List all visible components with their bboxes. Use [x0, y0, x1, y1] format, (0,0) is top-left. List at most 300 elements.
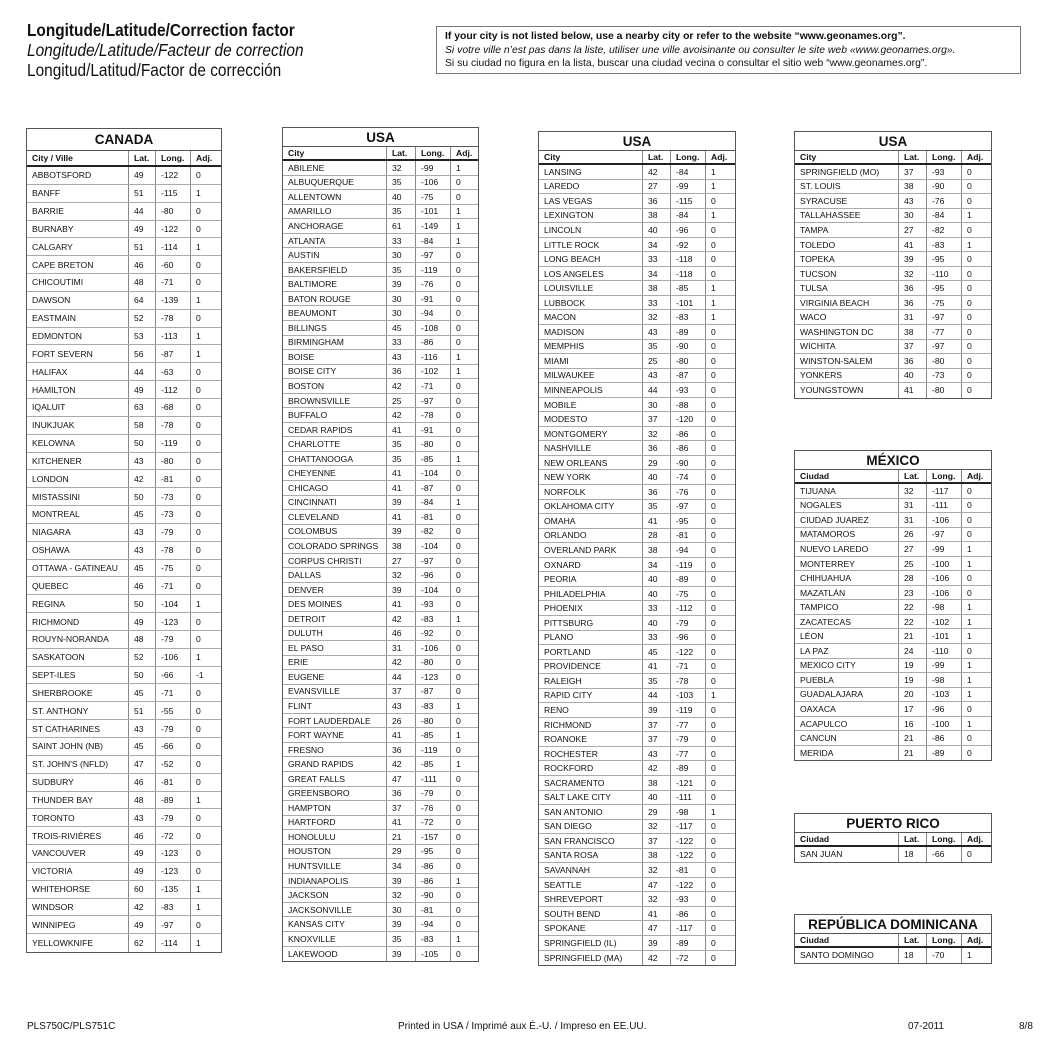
long-cell: -83 — [156, 899, 191, 916]
lat-cell: 46 — [129, 774, 156, 791]
adj-cell: 0 — [711, 384, 716, 395]
table-row — [27, 542, 221, 560]
table-row — [539, 703, 735, 718]
city-cell: MONTERREY — [795, 557, 899, 571]
city-cell: TROIS-RIVIÈRES — [27, 827, 129, 844]
city-cell: SANTA ROSA — [539, 849, 643, 863]
adj-cell: 0 — [711, 457, 716, 468]
lat-cell: 35 — [643, 340, 671, 354]
footer-model: PLS750C/PLS751C — [27, 1021, 116, 1032]
table-row — [283, 714, 478, 729]
table-row — [795, 586, 991, 601]
city-cell: OSHAWA — [27, 542, 129, 559]
table-row — [539, 820, 735, 835]
lat-cell: 40 — [899, 369, 927, 383]
long-cell: -94 — [671, 543, 706, 557]
city-cell: REGINA — [27, 595, 129, 612]
table-row — [795, 513, 991, 528]
table-row — [283, 888, 478, 903]
adj-cell: 0 — [456, 657, 461, 668]
table-row — [283, 234, 478, 249]
city-cell: LANSING — [539, 165, 643, 179]
title-french: Longitude/Latitude/Facteur de correction — [27, 40, 304, 60]
city-cell: MADISON — [539, 325, 643, 339]
lat-cell: 51 — [129, 702, 156, 719]
lat-cell: 43 — [129, 453, 156, 470]
table-row — [27, 613, 221, 631]
lat-cell: 39 — [387, 947, 416, 962]
long-cell: -83 — [927, 238, 962, 252]
city-cell: ZACATECAS — [795, 615, 899, 629]
adj-cell: 0 — [196, 420, 201, 431]
city-cell: SAN DIEGO — [539, 820, 643, 834]
adj-cell: 0 — [711, 763, 716, 774]
adj-cell: 1 — [967, 660, 972, 671]
long-cell: -121 — [671, 776, 706, 790]
adj-cell: 0 — [711, 588, 716, 599]
table-row — [795, 310, 991, 325]
adj-cell: 0 — [967, 224, 972, 235]
lat-cell: 35 — [643, 674, 671, 688]
lat-cell: 43 — [643, 369, 671, 383]
lat-cell: 47 — [387, 772, 416, 786]
adj-cell: 0 — [196, 562, 201, 573]
column-header: Lat. — [899, 470, 927, 482]
lat-cell: 36 — [643, 485, 671, 499]
adj-cell: 0 — [711, 574, 716, 585]
table-row — [283, 830, 478, 845]
city-cell: FORT LAUDERDALE — [283, 714, 387, 728]
lat-cell: 31 — [899, 513, 927, 527]
long-cell: -99 — [416, 161, 451, 175]
lat-cell: 32 — [899, 484, 927, 498]
adj-cell: 0 — [456, 628, 461, 639]
lat-cell: 37 — [643, 718, 671, 732]
lat-cell: 34 — [387, 859, 416, 873]
city-cell: EASTMAIN — [27, 310, 129, 327]
long-cell: -115 — [671, 194, 706, 208]
column-header: Lat. — [899, 934, 927, 946]
table-row — [283, 772, 478, 787]
lat-cell: 35 — [387, 932, 416, 946]
city-cell: SAVANNAH — [539, 863, 643, 877]
long-cell: -117 — [671, 921, 706, 935]
adj-cell: 0 — [711, 923, 716, 934]
table-row — [27, 185, 221, 203]
long-cell: -90 — [927, 180, 962, 194]
long-cell: -71 — [671, 660, 706, 674]
adj-cell: 0 — [196, 545, 201, 556]
table-row — [795, 325, 991, 340]
city-cell: DENVER — [283, 583, 387, 597]
long-cell: -119 — [416, 263, 451, 277]
long-cell: -89 — [671, 761, 706, 775]
lat-cell: 42 — [387, 612, 416, 626]
table-row — [795, 702, 991, 717]
city-cell: CEDAR RAPIDS — [283, 423, 387, 437]
table-row — [539, 834, 735, 849]
city-cell: BURNABY — [27, 221, 129, 238]
table-row — [283, 583, 478, 598]
city-cell: FRESNO — [283, 743, 387, 757]
lat-cell: 32 — [899, 267, 927, 281]
long-cell: -82 — [927, 223, 962, 237]
adj-cell: 0 — [196, 705, 201, 716]
adj-cell: 0 — [196, 366, 201, 377]
city-cell: HOUSTON — [283, 845, 387, 859]
table-row — [283, 627, 478, 642]
table-row — [283, 219, 478, 234]
adj-cell: 0 — [711, 239, 716, 250]
city-cell: PHOENIX — [539, 601, 643, 615]
city-cell: NEW YORK — [539, 470, 643, 484]
city-cell: MODESTO — [539, 412, 643, 426]
long-cell: -103 — [671, 689, 706, 703]
long-cell: -77 — [671, 747, 706, 761]
city-cell: TUCSON — [795, 267, 899, 281]
table-row — [539, 529, 735, 544]
column-header: City — [283, 147, 387, 159]
adj-cell: 1 — [456, 453, 461, 464]
city-cell: OMAHA — [539, 514, 643, 528]
long-cell: -89 — [671, 572, 706, 586]
lat-cell: 37 — [643, 834, 671, 848]
table-row — [539, 936, 735, 951]
city-cell: OXNARD — [539, 558, 643, 572]
lat-cell: 30 — [387, 903, 416, 917]
long-cell: -97 — [927, 528, 962, 542]
long-cell: -79 — [416, 787, 451, 801]
long-cell: -75 — [416, 190, 451, 204]
table-title: USA — [795, 132, 991, 151]
adj-cell: 0 — [711, 632, 716, 643]
lat-cell: 40 — [643, 791, 671, 805]
long-cell: -79 — [156, 631, 191, 648]
city-cell: YELLOWKNIFE — [27, 934, 129, 952]
table-row — [539, 543, 735, 558]
long-cell: -84 — [927, 209, 962, 223]
adj-cell: 0 — [196, 384, 201, 395]
lat-cell: 63 — [129, 399, 156, 416]
lat-cell: 38 — [643, 849, 671, 863]
adj-cell: 1 — [196, 902, 201, 913]
city-cell: TOPEKA — [795, 252, 899, 266]
lat-cell: 38 — [899, 180, 927, 194]
table-row — [539, 470, 735, 485]
table-row — [27, 399, 221, 417]
column-header: Long. — [927, 833, 962, 845]
lat-cell: 41 — [387, 728, 416, 742]
long-cell: -92 — [671, 238, 706, 252]
table-row — [795, 354, 991, 369]
table-row — [539, 951, 735, 966]
long-cell: -95 — [671, 514, 706, 528]
city-cell: GREENSBORO — [283, 787, 387, 801]
lat-cell: 45 — [387, 321, 416, 335]
lat-cell: 19 — [899, 659, 927, 673]
city-cell: RICHMOND — [27, 613, 129, 630]
adj-cell: 0 — [711, 792, 716, 803]
long-cell: -81 — [156, 774, 191, 791]
lat-cell: 45 — [129, 560, 156, 577]
adj-cell: 0 — [196, 616, 201, 627]
adj-cell: 0 — [456, 424, 461, 435]
long-cell: -123 — [156, 863, 191, 880]
lat-cell: 48 — [129, 631, 156, 648]
lat-cell: 37 — [387, 801, 416, 815]
table-row — [795, 717, 991, 732]
long-cell: -104 — [416, 466, 451, 480]
lat-cell: 26 — [387, 714, 416, 728]
lat-cell: 32 — [643, 427, 671, 441]
adj-cell: 1 — [196, 241, 201, 252]
adj-cell: 0 — [711, 705, 716, 715]
city-cell: LOS ANGELES — [539, 267, 643, 281]
city-cell: SPRINGFIELD (MO) — [795, 165, 899, 179]
adj-cell: 1 — [967, 239, 972, 250]
city-cell: KITCHENER — [27, 453, 129, 470]
adj-cell: 1 — [711, 181, 716, 192]
lat-cell: 36 — [387, 787, 416, 801]
city-cell: WASHINGTON DC — [795, 325, 899, 339]
lat-cell: 48 — [129, 792, 156, 809]
city-cell: ROUYN-NORANDA — [27, 631, 129, 648]
table-row — [539, 907, 735, 922]
adj-cell: -1 — [196, 670, 204, 681]
table-row — [539, 485, 735, 500]
lat-cell: 62 — [129, 934, 156, 952]
long-cell: -97 — [927, 310, 962, 324]
lat-cell: 42 — [387, 379, 416, 393]
adj-cell: 1 — [711, 297, 716, 308]
table-mexico — [794, 450, 992, 761]
long-cell: -87 — [671, 369, 706, 383]
long-cell: -95 — [927, 281, 962, 295]
adj-cell: 0 — [196, 455, 201, 466]
table-row — [27, 934, 221, 952]
lat-cell: 36 — [643, 194, 671, 208]
lat-cell: 56 — [129, 345, 156, 362]
city-cell: RICHMOND — [539, 718, 643, 732]
table-row — [27, 292, 221, 310]
long-cell: -79 — [671, 616, 706, 630]
city-cell: LAREDO — [539, 180, 643, 194]
city-cell: WICHITA — [795, 340, 899, 354]
city-cell: CHIHUAHUA — [795, 571, 899, 585]
lat-cell: 35 — [387, 437, 416, 451]
lat-cell: 41 — [643, 660, 671, 674]
long-cell: -119 — [671, 703, 706, 717]
table-row — [795, 383, 991, 398]
lat-cell: 49 — [129, 845, 156, 862]
adj-cell: 0 — [456, 744, 461, 755]
city-cell: GRAND RAPIDS — [283, 757, 387, 771]
table-row — [539, 252, 735, 267]
adj-cell: 0 — [967, 166, 972, 177]
lat-cell: 19 — [899, 673, 927, 687]
lat-cell: 41 — [387, 816, 416, 830]
lat-cell: 37 — [643, 732, 671, 746]
long-cell: -104 — [416, 539, 451, 553]
table-row — [539, 500, 735, 515]
adj-cell: 1 — [196, 794, 201, 805]
city-cell: ANCHORAGE — [283, 219, 387, 233]
city-cell: WINNIPEG — [27, 916, 129, 933]
table-row — [283, 161, 478, 176]
long-cell: -106 — [927, 571, 962, 585]
notice-box — [436, 26, 1021, 74]
lat-cell: 49 — [129, 613, 156, 630]
table-row — [283, 466, 478, 481]
lat-cell: 36 — [899, 281, 927, 295]
city-cell: INDIANAPOLIS — [283, 874, 387, 888]
lat-cell: 34 — [643, 238, 671, 252]
long-cell: -81 — [671, 863, 706, 877]
lat-cell: 46 — [129, 827, 156, 844]
table-row — [27, 881, 221, 899]
long-cell: -85 — [416, 728, 451, 742]
column-header: Adj. — [967, 152, 984, 162]
lat-cell: 18 — [899, 847, 927, 862]
long-cell: -112 — [156, 381, 191, 398]
table-row — [27, 363, 221, 381]
city-cell: CINCINNATI — [283, 496, 387, 510]
city-cell: AMARILLO — [283, 205, 387, 219]
lat-cell: 21 — [899, 731, 927, 745]
long-cell: -83 — [416, 699, 451, 713]
long-cell: -94 — [416, 306, 451, 320]
adj-cell: 0 — [456, 482, 461, 493]
table-row — [795, 194, 991, 209]
city-cell: ABILENE — [283, 161, 387, 175]
adj-cell: 1 — [711, 210, 716, 221]
long-cell: -95 — [416, 845, 451, 859]
table-row — [795, 528, 991, 543]
adj-cell: 1 — [196, 652, 201, 663]
adj-cell: 0 — [711, 835, 716, 846]
adj-cell: 0 — [967, 195, 972, 206]
adj-cell: 1 — [967, 210, 972, 221]
city-cell: LINCOLN — [539, 223, 643, 237]
long-cell: -102 — [927, 615, 962, 629]
adj-cell: 1 — [196, 938, 201, 949]
lat-cell: 25 — [643, 354, 671, 368]
city-cell: MAZATLÁN — [795, 586, 899, 600]
adj-cell: 0 — [456, 395, 461, 406]
adj-cell: 0 — [967, 485, 972, 496]
table-row — [539, 747, 735, 762]
long-cell: -99 — [671, 180, 706, 194]
adj-cell: 0 — [711, 341, 716, 352]
column-header: Lat. — [129, 151, 156, 165]
adj-cell: 1 — [967, 689, 972, 700]
long-cell: -106 — [416, 641, 451, 655]
city-cell: DES MOINES — [283, 597, 387, 611]
adj-cell: 0 — [711, 224, 716, 235]
table-usa-1 — [282, 127, 479, 962]
table-row — [27, 524, 221, 542]
adj-cell: 0 — [456, 846, 461, 857]
adj-cell: 0 — [456, 817, 461, 828]
city-cell: LAS VEGAS — [539, 194, 643, 208]
city-cell: WACO — [795, 310, 899, 324]
long-cell: -52 — [156, 756, 191, 773]
long-cell: -83 — [416, 932, 451, 946]
lat-cell: 36 — [899, 296, 927, 310]
city-cell: LA PAZ — [795, 644, 899, 658]
lat-cell: 37 — [643, 412, 671, 426]
table-row — [27, 845, 221, 863]
adj-cell: 0 — [711, 544, 716, 555]
adj-cell: 1 — [967, 718, 972, 729]
column-header: Lat. — [899, 833, 927, 845]
adj-cell: 0 — [967, 703, 972, 714]
adj-cell: 1 — [711, 166, 716, 177]
table-row — [283, 321, 478, 336]
table-row — [27, 916, 221, 934]
table-row — [795, 688, 991, 703]
table-row — [539, 165, 735, 180]
city-cell: SUDBURY — [27, 774, 129, 791]
city-cell: PITTSBURG — [539, 616, 643, 630]
adj-cell: 1 — [967, 616, 972, 627]
adj-cell: 0 — [196, 634, 201, 645]
table-row — [539, 761, 735, 776]
adj-cell: 0 — [456, 773, 461, 784]
lat-cell: 38 — [643, 209, 671, 223]
long-cell: -117 — [671, 820, 706, 834]
city-cell: YOUNGSTOWN — [795, 383, 899, 398]
long-cell: -80 — [416, 656, 451, 670]
city-cell: MILWAUKEE — [539, 369, 643, 383]
table-row — [539, 514, 735, 529]
lat-cell: 30 — [387, 292, 416, 306]
table-row — [27, 577, 221, 595]
column-header: Ciudad — [795, 934, 899, 946]
city-cell: BROWNSVILLE — [283, 394, 387, 408]
long-cell: -119 — [416, 743, 451, 757]
table-row — [539, 267, 735, 282]
table-row — [795, 600, 991, 615]
table-row — [283, 699, 478, 714]
city-cell: PUEBLA — [795, 673, 899, 687]
table-row — [283, 554, 478, 569]
long-cell: -82 — [416, 525, 451, 539]
table-row — [795, 571, 991, 586]
long-cell: -113 — [156, 328, 191, 345]
column-header: Long. — [671, 151, 706, 163]
adj-cell: 1 — [456, 613, 461, 624]
adj-cell: 1 — [456, 759, 461, 770]
city-cell: TULSA — [795, 281, 899, 295]
notice-french: Si votre ville n’est pas dans la liste, utiliser une ville avoisinante ou consulter le site web «www.geonames.org». — [445, 44, 956, 56]
adj-cell: 0 — [967, 529, 972, 540]
long-cell: -84 — [416, 234, 451, 248]
city-cell: HARTFORD — [283, 816, 387, 830]
adj-cell: 0 — [456, 919, 461, 930]
adj-cell: 0 — [967, 370, 972, 381]
adj-cell: 0 — [196, 723, 201, 734]
table-row — [283, 481, 478, 496]
table-row — [283, 394, 478, 409]
city-cell: SASKATOON — [27, 649, 129, 666]
table-row — [283, 859, 478, 874]
lat-cell: 34 — [643, 558, 671, 572]
footer-page-number: 8/8 — [1019, 1021, 1033, 1032]
adj-cell: 0 — [456, 599, 461, 610]
column-header: Adj. — [711, 152, 728, 162]
long-cell: -90 — [671, 456, 706, 470]
